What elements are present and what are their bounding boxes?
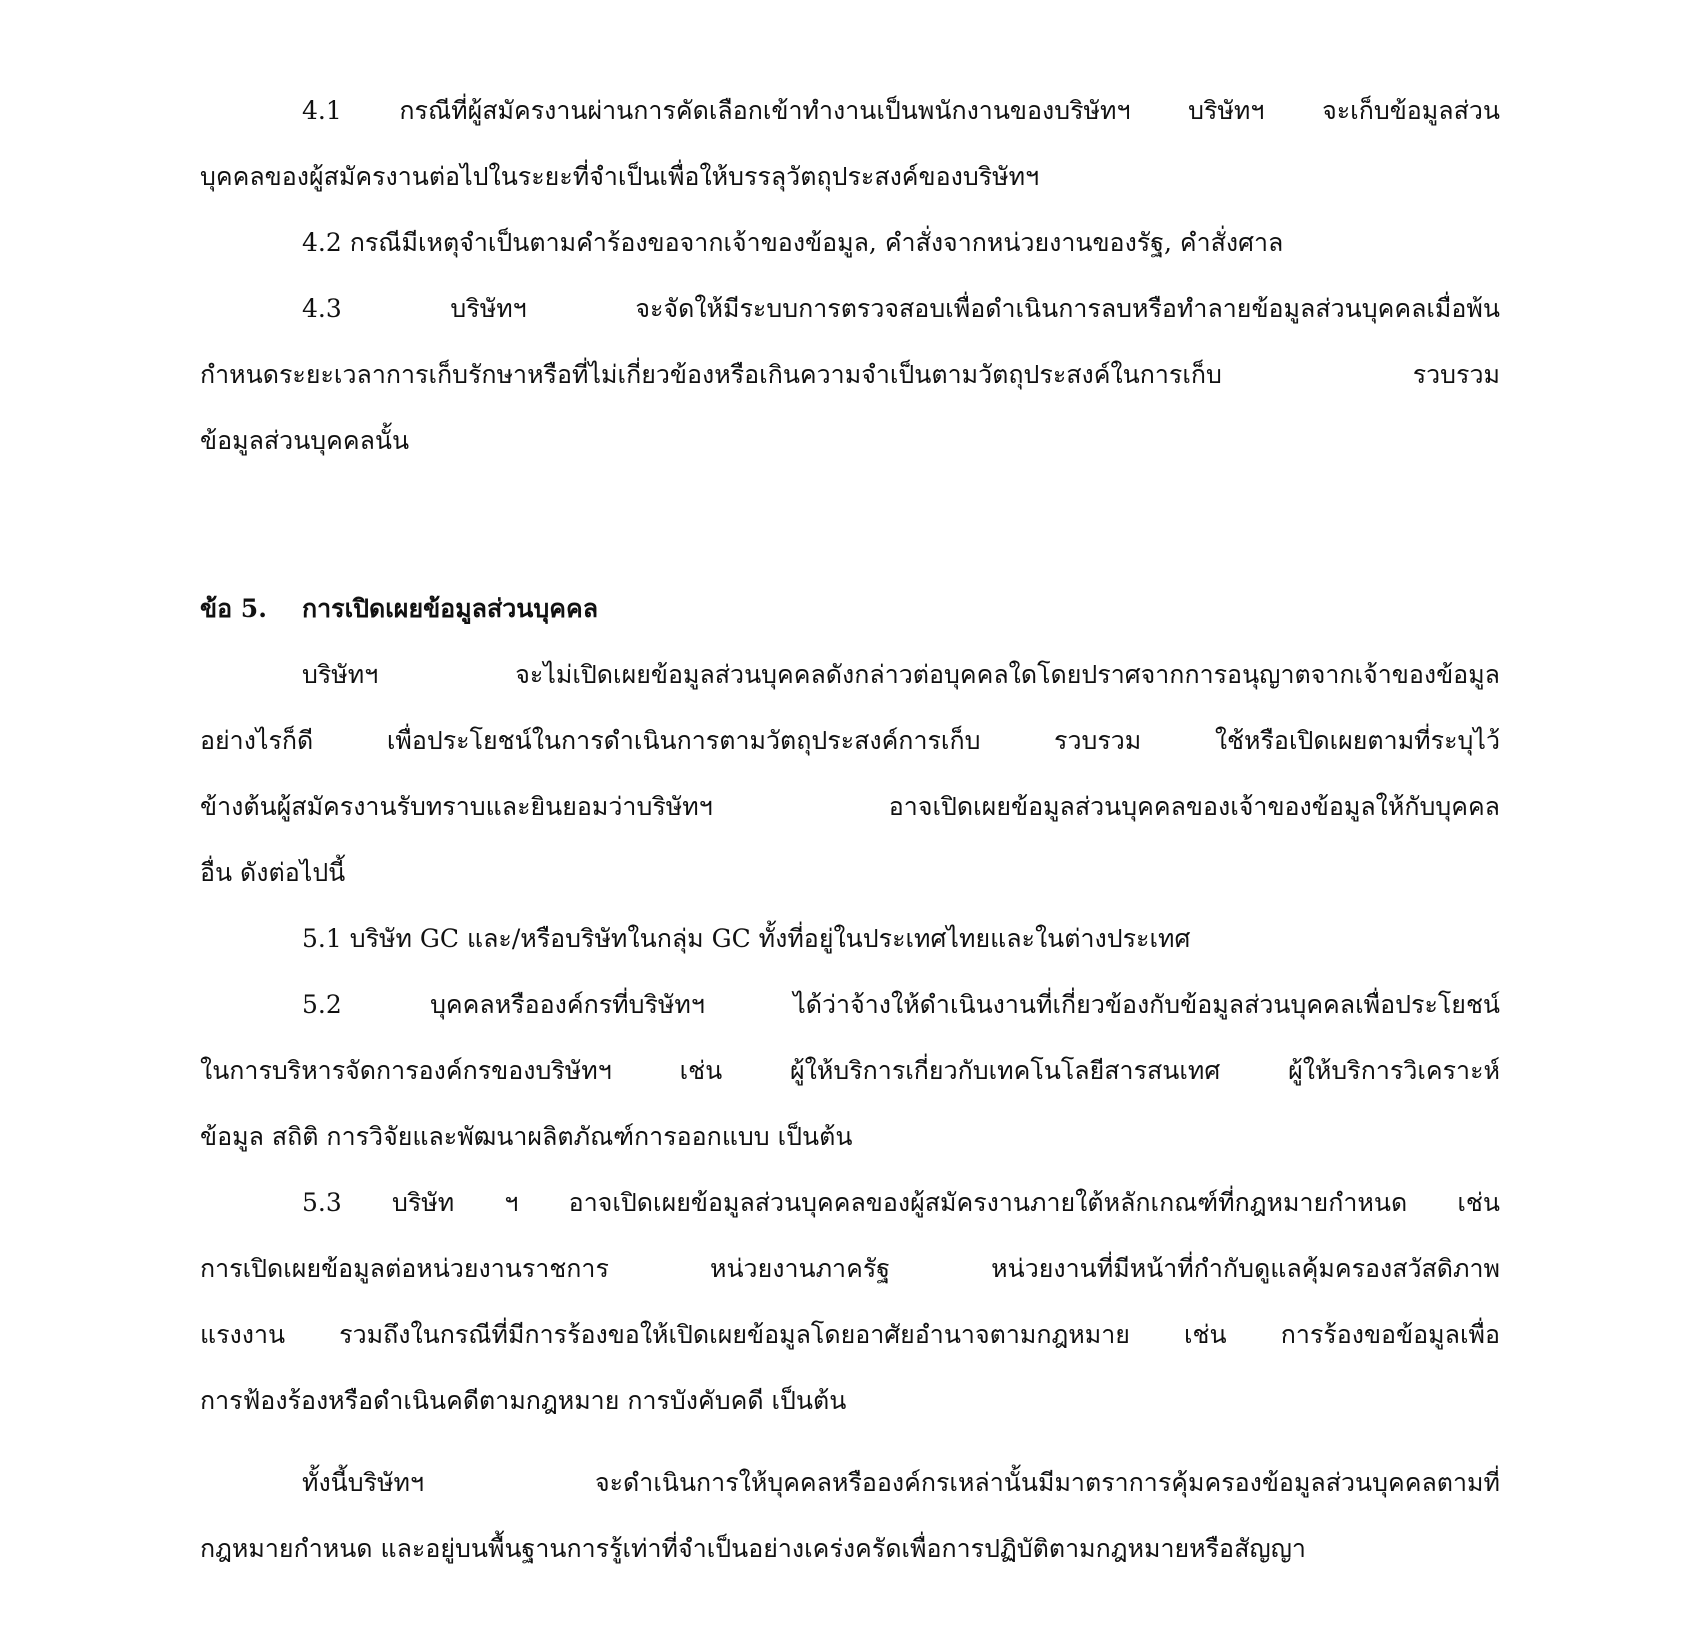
paragraph-line: ข้างต้นผู้สมัครงานรับทราบและยินยอมว่าบริษัทฯ อาจเปิดเผยข้อมูลส่วนบุคคลของเจ้าของข้อมูลให้กับบุคคล — [200, 792, 1500, 821]
paragraph-line: 4.1 กรณีที่ผู้สมัครงานผ่านการคัดเลือกเข้าทำงานเป็นพนักงานของบริษัทฯ บริษัทฯ จะเก็บข้อมูลส่วน — [302, 96, 1500, 125]
paragraph-line: การเปิดเผยข้อมูลต่อหน่วยงานราชการ หน่วยงานภาครัฐ หน่วยงานที่มีหน้าที่กำกับดูแลคุ้มครองสวัสดิภาพ — [200, 1254, 1500, 1283]
paragraph-final — [200, 1450, 1500, 1582]
section-title: การเปิดเผยข้อมูลส่วนบุคคล — [302, 594, 599, 623]
paragraph-line: บุคคลของผู้สมัครงานต่อไปในระยะที่จำเป็นเพื่อให้บรรลุวัตถุประสงค์ของบริษัทฯ — [200, 162, 1040, 191]
section-spacer — [200, 474, 1500, 576]
paragraph-line: ข้อมูลส่วนบุคคลนั้น — [200, 426, 410, 455]
paragraph-5-intro — [200, 642, 1500, 906]
paragraph-line: 4.3 บริษัทฯ จะจัดให้มีระบบการตรวจสอบเพื่อดำเนินการลบหรือทำลายข้อมูลส่วนบุคคลเมื่อพ้น — [302, 294, 1500, 323]
paragraph-line: 5.1 บริษัท GC และ/หรือบริษัทในกลุ่ม GC ทั้งที่อยู่ในประเทศไทยและในต่างประเทศ — [302, 924, 1191, 953]
section-number: ข้อ 5. — [200, 594, 267, 623]
section-5-heading — [200, 576, 1500, 642]
paragraph-line: ในการบริหารจัดการองค์กรของบริษัทฯ เช่น ผู้ให้บริการเกี่ยวกับเทคโนโลยีสารสนเทศ ผู้ให้บริการวิเคราะห์ — [200, 1056, 1500, 1085]
paragraph-spacer — [200, 1434, 1500, 1450]
paragraph-line: กำหนดระยะเวลาการเก็บรักษาหรือที่ไม่เกี่ยวข้องหรือเกินความจำเป็นตามวัตถุประสงค์ในการเก็บ รวบรวม — [200, 360, 1500, 389]
paragraph-4-3 — [200, 276, 1500, 474]
paragraph-line: 5.3 บริษัท ฯ อาจเปิดเผยข้อมูลส่วนบุคคลของผู้สมัครงานภายใต้หลักเกณฑ์ที่กฎหมายกำหนด เช่น — [302, 1188, 1500, 1217]
paragraph-5-3 — [200, 1170, 1500, 1434]
paragraph-line: 5.2 บุคคลหรือองค์กรที่บริษัทฯ ได้ว่าจ้างให้ดำเนินงานที่เกี่ยวข้องกับข้อมูลส่วนบุคคลเพื่อประโยชน์ — [302, 990, 1500, 1019]
paragraph-5-2 — [200, 972, 1500, 1170]
paragraph-line: การฟ้องร้องหรือดำเนินคดีตามกฎหมาย การบังคับคดี เป็นต้น — [200, 1386, 847, 1415]
paragraph-line: ทั้งนี้บริษัทฯ จะดำเนินการให้บุคคลหรือองค์กรเหล่านั้นมีมาตราการคุ้มครองข้อมูลส่วนบุคคลตามที่ — [302, 1468, 1500, 1497]
paragraph-line: อย่างไรก็ดี เพื่อประโยชน์ในการดำเนินการตามวัตถุประสงค์การเก็บ รวบรวม ใช้หรือเปิดเผยตามที่ระบุไว้ — [200, 726, 1500, 755]
paragraph-4-2 — [200, 210, 1500, 276]
paragraph-line: แรงงาน รวมถึงในกรณีที่มีการร้องขอให้เปิดเผยข้อมูลโดยอาศัยอำนาจตามกฎหมาย เช่น การร้องขอข้อมูลเพื่อ — [200, 1320, 1500, 1349]
paragraph-5-1 — [200, 906, 1500, 972]
paragraph-line: ข้อมูล สถิติ การวิจัยและพัฒนาผลิตภัณฑ์การออกแบบ เป็นต้น — [200, 1122, 853, 1151]
paragraph-line: 4.2 กรณีมีเหตุจำเป็นตามคำร้องขอจากเจ้าของข้อมูล, คำสั่งจากหน่วยงานของรัฐ, คำสั่งศาล — [302, 228, 1284, 257]
paragraph-line: บริษัทฯ จะไม่เปิดเผยข้อมูลส่วนบุคคลดังกล่าวต่อบุคคลใดโดยปราศจากการอนุญาตจากเจ้าของข้อมูล — [302, 660, 1500, 689]
paragraph-line: อื่น ดังต่อไปนี้ — [200, 858, 346, 887]
paragraph-4-1 — [200, 78, 1500, 210]
paragraph-line: กฎหมายกำหนด และอยู่บนพื้นฐานการรู้เท่าที่จำเป็นอย่างเคร่งครัดเพื่อการปฏิบัติตามกฎหมายหรือสัญญา — [200, 1534, 1306, 1563]
